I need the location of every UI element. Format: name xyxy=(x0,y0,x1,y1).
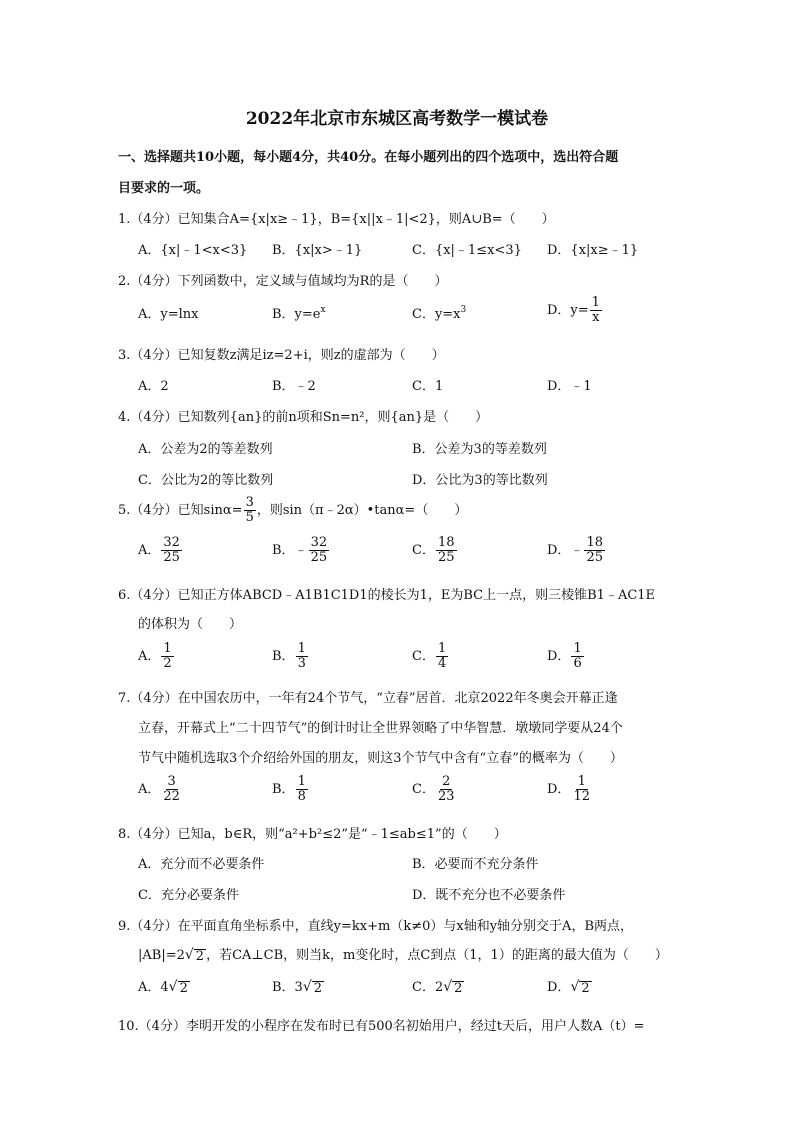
option-label: C． xyxy=(412,782,435,797)
question-7-option-a xyxy=(138,775,183,804)
question-6-option-a xyxy=(138,642,175,671)
fraction-numerator: 3 xyxy=(167,774,176,789)
question-5-option-c xyxy=(412,536,458,565)
option-label: A． xyxy=(138,649,161,664)
question-2-option-d xyxy=(547,296,603,325)
option-label: D．﹣ xyxy=(547,543,584,558)
fraction-denominator: 25 xyxy=(437,550,455,565)
option-fraction xyxy=(436,536,457,565)
question-6-option-d xyxy=(547,642,585,671)
option-label: D． xyxy=(547,649,571,664)
option-label: C．2 xyxy=(412,980,444,995)
question-8-stem: 8.（4分）已知a，b∈R，则“a²+b²≤2”是“﹣1≤ab≤1”的（ ） xyxy=(118,827,507,842)
stem-prefix: |AB|=2 xyxy=(138,948,185,963)
question-9-stem-line2 xyxy=(138,944,668,964)
section-heading-line1: 一、选择题共10小题，每小题4分，共40分。在每小题列出的四个选项中，选出符合题 xyxy=(118,150,619,165)
question-4-option-d: D．公比为3的等比数列 xyxy=(412,473,548,488)
question-10-stem: 10.（4分）李明开发的小程序在发布时已有500名初始用户，经过t天后，用户人数A（t）= xyxy=(118,1019,645,1034)
question-8-option-b: B．必要而不充分条件 xyxy=(412,857,539,872)
question-5-option-a xyxy=(138,536,183,565)
question-7-option-c xyxy=(412,775,458,804)
option-fraction xyxy=(571,642,583,671)
exam-title: 2022年北京市东城区高考数学一模试卷 xyxy=(245,109,549,129)
question-4-option-a: A．公差为2的等差数列 xyxy=(138,442,273,457)
option-label: D． xyxy=(547,782,571,797)
sqrt-expression xyxy=(303,979,324,996)
question-4-stem: 4.（4分）已知数列{an}的前n项和Sn=n²，则{an}是（ ） xyxy=(118,410,489,425)
sqrt-expression xyxy=(570,979,591,996)
question-6-option-c xyxy=(412,642,449,671)
option-fraction xyxy=(296,642,308,671)
sqrt-expression xyxy=(185,947,206,964)
fraction-denominator: 25 xyxy=(310,550,328,565)
question-6-stem-line1: 6.（4分）已知正方体ABCD﹣A1B1C1D1的棱长为1，E为BC上一点，则三棱锥B1﹣AC1E xyxy=(118,588,656,603)
option-d-label: D．y= xyxy=(547,303,589,318)
question-7-stem-line1: 7.（4分）在中国农历中，一年有24个节气，“立春”居首．北京2022年冬奥会开幕正逢 xyxy=(118,691,618,706)
option-fraction xyxy=(309,536,330,565)
option-label: A． xyxy=(138,543,161,558)
question-2-stem: 2.（4分）下列函数中，定义域与值域均为R的是（ ） xyxy=(118,274,448,289)
fraction-numerator: 1 xyxy=(297,641,306,656)
fraction-numerator: 1 xyxy=(573,641,582,656)
question-8-option-d: D．既不充分也不必要条件 xyxy=(412,888,566,903)
question-7-stem-line2: 立春，开幕式上“二十四节气”的倒计时让全世界领略了中华智慧．墩墩同学要从24个 xyxy=(138,721,623,736)
option-fraction xyxy=(571,775,592,804)
stem-suffix: ，则sin（π﹣2α）•tanα=（ ） xyxy=(256,503,468,518)
question-7-option-b xyxy=(272,775,309,804)
option-fraction xyxy=(296,775,308,804)
fraction-numerator: 18 xyxy=(437,535,455,550)
fraction-denominator: 22 xyxy=(163,789,180,804)
question-2-option-c xyxy=(412,303,466,322)
question-3-option-b: B．﹣2 xyxy=(272,379,316,394)
question-3-option-d: D．﹣1 xyxy=(547,379,592,394)
question-7-option-d xyxy=(547,775,593,804)
question-1-option-d: D．{x|x≥﹣1} xyxy=(547,243,639,258)
question-7-stem-line3: 节气中随机选取3个介绍给外国的朋友，则这3个节气中含有“立春”的概率为（ ） xyxy=(138,751,623,766)
option-label: C． xyxy=(412,649,435,664)
option-label: B．﹣ xyxy=(272,543,308,558)
fraction-denominator: 2 xyxy=(163,656,172,671)
question-8-option-a: A．充分而不必要条件 xyxy=(138,857,265,872)
stem-prefix: 5.（4分）已知sinα= xyxy=(118,503,243,518)
question-9-stem-line1: 9.（4分）在平面直角坐标系中，直线y=kx+m（k≠0）与x轴和y轴分别交于A，B两点， xyxy=(118,919,633,934)
radical-sign: √ xyxy=(570,979,580,995)
section-heading-line2: 目要求的一项。 xyxy=(118,181,210,196)
radical-sign: √ xyxy=(302,979,312,995)
question-1-option-a: A．{x|﹣1<x<3} xyxy=(138,243,248,258)
question-9-option-b xyxy=(272,976,324,996)
fraction-denominator: 23 xyxy=(437,789,455,804)
option-d-fraction xyxy=(590,296,602,325)
option-c-exponent: 3 xyxy=(460,305,467,315)
option-label: A． xyxy=(138,782,161,797)
option-fraction xyxy=(161,536,182,565)
option-fraction xyxy=(436,775,457,804)
fraction-numerator: 32 xyxy=(310,535,328,550)
radicand: 2 xyxy=(454,981,463,996)
radicand: 2 xyxy=(581,981,590,996)
fraction-denominator: 4 xyxy=(437,656,447,671)
radicand: 2 xyxy=(179,981,188,996)
question-9-option-c xyxy=(412,976,464,996)
radical-sign: √ xyxy=(168,979,178,995)
fraction-numerator: 1 xyxy=(163,641,172,656)
stem-fraction xyxy=(244,496,256,525)
option-b-exponent: x xyxy=(320,305,326,315)
radicand: 2 xyxy=(195,949,205,964)
fraction-numerator: 18 xyxy=(586,535,603,550)
fraction-denominator: 6 xyxy=(573,656,582,671)
option-label: C． xyxy=(412,543,435,558)
question-5-option-d xyxy=(547,536,606,565)
question-9-option-a xyxy=(138,976,190,996)
option-b-base: B．y=e xyxy=(272,307,321,322)
option-label: A．4 xyxy=(138,980,169,995)
option-label: B． xyxy=(272,649,295,664)
radicand: 2 xyxy=(313,981,323,996)
question-1-stem: 1.（4分）已知集合A={x|x≥﹣1}，B={x||x﹣1|<2}，则A∪B=（ ） xyxy=(118,212,555,227)
fraction-denominator: 8 xyxy=(297,789,306,804)
radical-sign: √ xyxy=(443,979,453,995)
sqrt-expression xyxy=(169,979,190,996)
option-fraction xyxy=(161,642,173,671)
question-9-option-d xyxy=(547,976,592,996)
fraction-denominator: 5 xyxy=(245,510,254,525)
fraction-numerator: 1 xyxy=(591,295,600,310)
fraction-numerator: 32 xyxy=(163,535,180,550)
fraction-numerator: 1 xyxy=(297,774,306,789)
fraction-denominator: 25 xyxy=(163,550,180,565)
question-1-option-b: B．{x|x>﹣1} xyxy=(272,243,363,258)
fraction-numerator: 3 xyxy=(245,495,254,510)
fraction-denominator: x xyxy=(592,310,600,325)
question-2-option-a: A．y=lnx xyxy=(138,307,199,322)
question-3-option-a: A．2 xyxy=(138,379,169,394)
sqrt-expression xyxy=(443,979,464,996)
option-label: B．3 xyxy=(272,980,303,995)
question-1-option-c: C．{x|﹣1≤x<3} xyxy=(412,243,522,258)
option-label: D． xyxy=(547,980,571,995)
fraction-denominator: 3 xyxy=(297,656,306,671)
question-8-option-c: C．充分必要条件 xyxy=(138,888,239,903)
question-6-option-b xyxy=(272,642,309,671)
fraction-numerator: 1 xyxy=(437,641,447,656)
option-c-base: C．y=x xyxy=(412,307,461,322)
option-label: B． xyxy=(272,782,295,797)
question-4-option-c: C．公比为2的等比数列 xyxy=(138,473,274,488)
option-fraction xyxy=(436,642,448,671)
question-3-option-c: C．1 xyxy=(412,379,444,394)
question-3-stem: 3.（4分）已知复数z满足iz=2+i，则z的虚部为（ ） xyxy=(118,348,445,363)
question-6-stem-line2: 的体积为（ ） xyxy=(138,617,243,632)
question-5-option-b xyxy=(272,536,330,565)
question-2-option-b xyxy=(272,303,326,322)
radical-sign: √ xyxy=(184,947,194,963)
fraction-denominator: 12 xyxy=(573,789,590,804)
fraction-denominator: 25 xyxy=(586,550,603,565)
stem-suffix: ，若CA⊥CB，则当k，m变化时，点C到点（1，1）的距离的最大值为（ ） xyxy=(206,948,668,963)
fraction-numerator: 1 xyxy=(577,774,586,789)
question-4-option-b: B．公差为3的等差数列 xyxy=(412,442,547,457)
question-5-stem xyxy=(118,496,683,525)
option-fraction xyxy=(161,775,182,804)
fraction-numerator: 2 xyxy=(442,774,451,789)
option-fraction xyxy=(584,536,605,565)
